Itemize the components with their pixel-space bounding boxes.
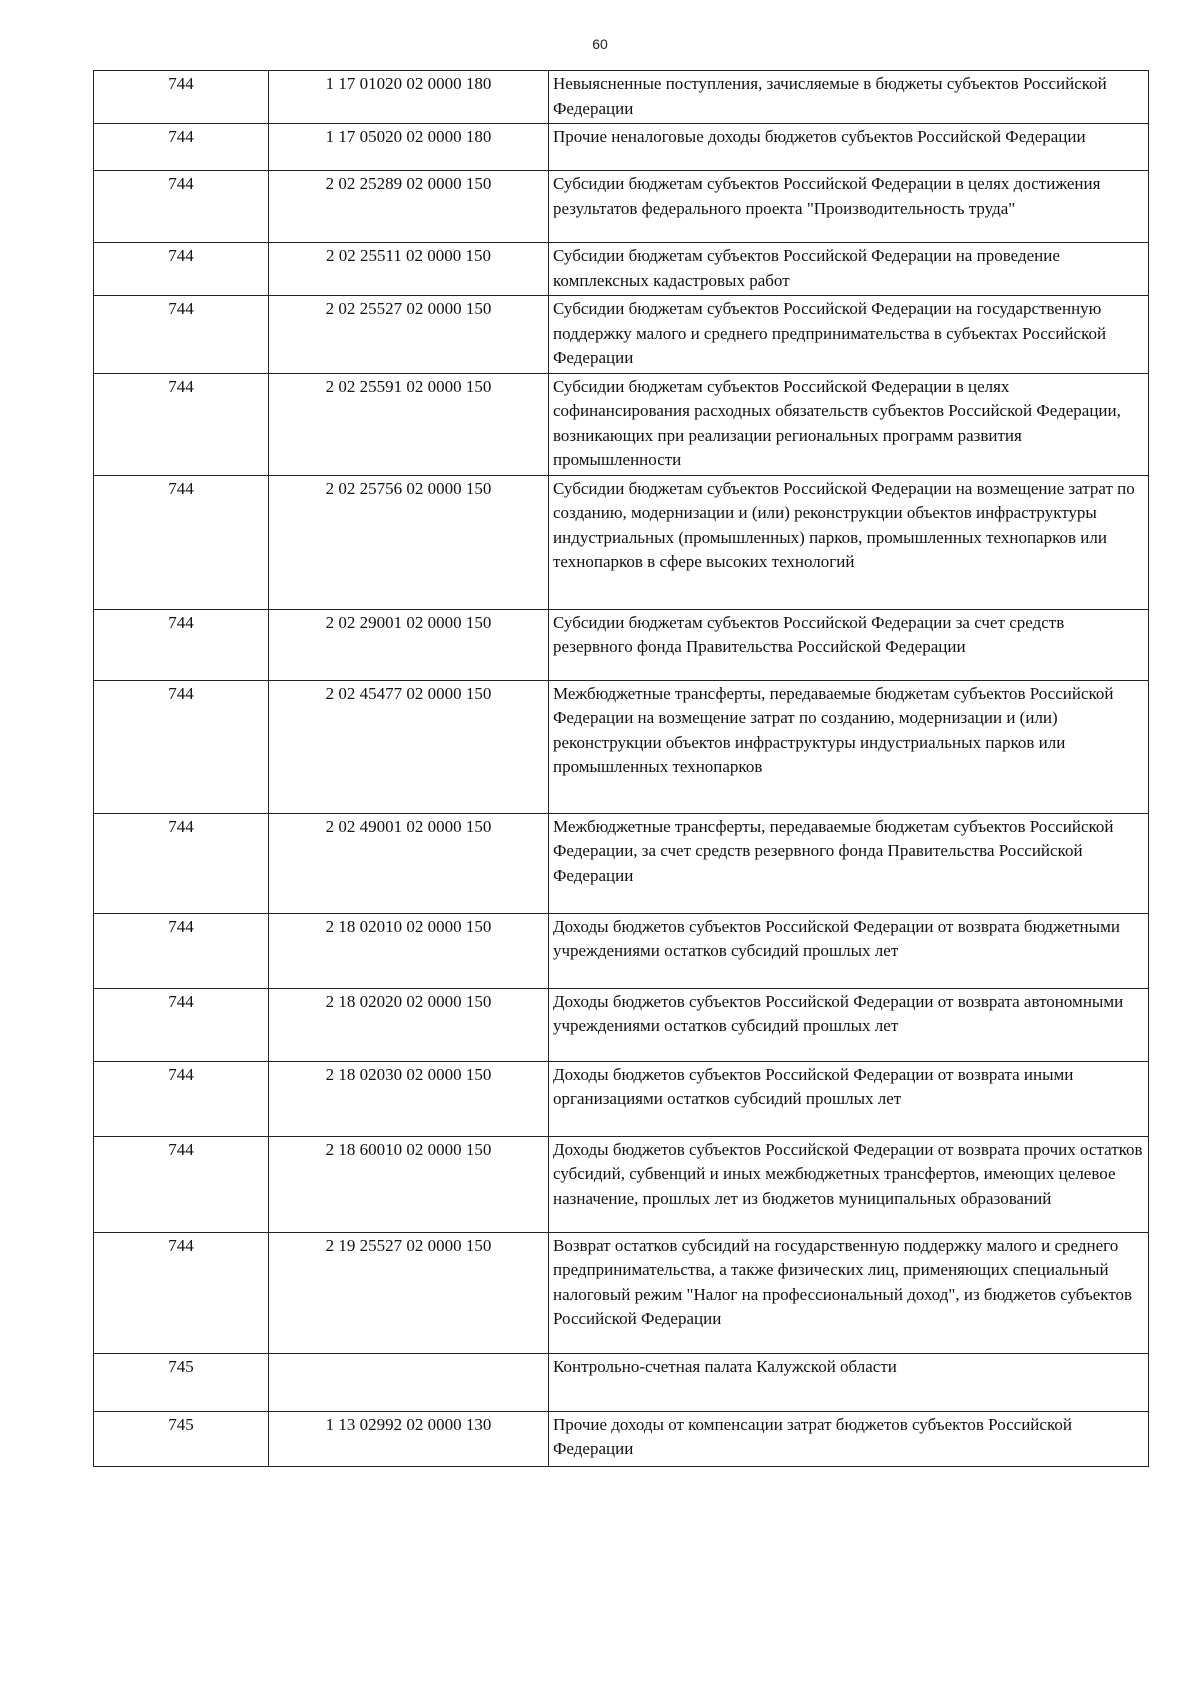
budget-code-cell: 2 02 25527 02 0000 150 xyxy=(269,296,549,374)
revenue-name-cell: Субсидии бюджетам субъектов Российской Федерации в целях достижения результатов федерального проекта "Производительность труда" xyxy=(549,171,1149,243)
revenue-name-cell: Субсидии бюджетам субъектов Российской Федерации за счет средств резервного фонда Правительства Российской Федерации xyxy=(549,609,1149,680)
table-row xyxy=(94,1411,1149,1466)
table-row xyxy=(94,296,1149,374)
revenue-name-cell: Межбюджетные трансферты, передаваемые бюджетам субъектов Российской Федерации на возмещение затрат по созданию, модернизации и (или) реконструкции объектов инфраструктуры индустриальных парков или промышленных технопарков xyxy=(549,680,1149,813)
admin-code-cell: 745 xyxy=(94,1353,269,1411)
admin-code-cell: 744 xyxy=(94,1136,269,1232)
table-row xyxy=(94,1353,1149,1411)
table-row xyxy=(94,1061,1149,1136)
revenue-codes-table xyxy=(93,70,1149,1467)
table-row xyxy=(94,373,1149,475)
table-row xyxy=(94,1232,1149,1353)
budget-code-cell: 2 18 60010 02 0000 150 xyxy=(269,1136,549,1232)
revenue-name-cell: Доходы бюджетов субъектов Российской Федерации от возврата прочих остатков субсидий, субвенций и иных межбюджетных трансфертов, имеющих целевое назначение, прошлых лет из бюджетов муниципальных образований xyxy=(549,1136,1149,1232)
budget-code-cell: 2 02 25591 02 0000 150 xyxy=(269,373,549,475)
table-row xyxy=(94,1136,1149,1232)
revenue-name-cell: Прочие доходы от компенсации затрат бюджетов субъектов Российской Федерации xyxy=(549,1411,1149,1466)
admin-code-cell: 744 xyxy=(94,1061,269,1136)
admin-code-cell: 744 xyxy=(94,243,269,296)
budget-code-cell: 2 18 02030 02 0000 150 xyxy=(269,1061,549,1136)
budget-code-cell: 2 02 25511 02 0000 150 xyxy=(269,243,549,296)
table-row xyxy=(94,71,1149,124)
budget-code-cell: 2 02 29001 02 0000 150 xyxy=(269,609,549,680)
revenue-name-cell: Субсидии бюджетам субъектов Российской Федерации на государственную поддержку малого и среднего предпринимательства в субъектах Российской Федерации xyxy=(549,296,1149,374)
admin-code-cell: 744 xyxy=(94,813,269,913)
admin-code-cell: 744 xyxy=(94,475,269,609)
revenue-name-cell: Прочие неналоговые доходы бюджетов субъектов Российской Федерации xyxy=(549,124,1149,171)
revenue-name-cell: Субсидии бюджетам субъектов Российской Федерации на проведение комплексных кадастровых работ xyxy=(549,243,1149,296)
budget-code-cell xyxy=(269,1353,549,1411)
table-row xyxy=(94,913,1149,988)
table-row xyxy=(94,243,1149,296)
table-row xyxy=(94,813,1149,913)
revenue-name-cell: Возврат остатков субсидий на государственную поддержку малого и среднего предпринимательства, а также физических лиц, применяющих специальный налоговый режим "Налог на профессиональный доход", из бюджетов субъектов Российской Федерации xyxy=(549,1232,1149,1353)
budget-code-cell: 1 17 01020 02 0000 180 xyxy=(269,71,549,124)
revenue-name-cell: Субсидии бюджетам субъектов Российской Федерации в целях софинансирования расходных обязательств субъектов Российской Федерации, возникающих при реализации региональных программ развития промышленности xyxy=(549,373,1149,475)
admin-code-cell: 745 xyxy=(94,1411,269,1466)
budget-code-cell: 2 18 02020 02 0000 150 xyxy=(269,988,549,1061)
budget-code-cell: 2 19 25527 02 0000 150 xyxy=(269,1232,549,1353)
table-row xyxy=(94,124,1149,171)
admin-code-cell: 744 xyxy=(94,1232,269,1353)
budget-code-cell: 2 02 45477 02 0000 150 xyxy=(269,680,549,813)
revenue-name-cell: Доходы бюджетов субъектов Российской Федерации от возврата бюджетными учреждениями остатков субсидий прошлых лет xyxy=(549,913,1149,988)
admin-code-cell: 744 xyxy=(94,988,269,1061)
budget-code-cell: 2 02 25756 02 0000 150 xyxy=(269,475,549,609)
table-row xyxy=(94,475,1149,609)
revenue-name-cell: Контрольно-счетная палата Калужской области xyxy=(549,1353,1149,1411)
revenue-name-cell: Доходы бюджетов субъектов Российской Федерации от возврата автономными учреждениями остатков субсидий прошлых лет xyxy=(549,988,1149,1061)
budget-code-cell: 1 17 05020 02 0000 180 xyxy=(269,124,549,171)
budget-code-cell: 2 02 49001 02 0000 150 xyxy=(269,813,549,913)
admin-code-cell: 744 xyxy=(94,373,269,475)
admin-code-cell: 744 xyxy=(94,124,269,171)
revenue-name-cell: Межбюджетные трансферты, передаваемые бюджетам субъектов Российской Федерации, за счет средств резервного фонда Правительства Российской Федерации xyxy=(549,813,1149,913)
admin-code-cell: 744 xyxy=(94,171,269,243)
revenue-name-cell: Субсидии бюджетам субъектов Российской Федерации на возмещение затрат по созданию, модернизации и (или) реконструкции объектов инфраструктуры индустриальных (промышленных) парков, промышленных технопарков или технопарков в сфере высоких технологий xyxy=(549,475,1149,609)
table-row xyxy=(94,988,1149,1061)
budget-code-cell: 2 18 02010 02 0000 150 xyxy=(269,913,549,988)
admin-code-cell: 744 xyxy=(94,296,269,374)
admin-code-cell: 744 xyxy=(94,680,269,813)
admin-code-cell: 744 xyxy=(94,609,269,680)
budget-code-cell: 1 13 02992 02 0000 130 xyxy=(269,1411,549,1466)
table-row xyxy=(94,171,1149,243)
table-row xyxy=(94,609,1149,680)
table-row xyxy=(94,680,1149,813)
admin-code-cell: 744 xyxy=(94,71,269,124)
budget-code-cell: 2 02 25289 02 0000 150 xyxy=(269,171,549,243)
revenue-name-cell: Доходы бюджетов субъектов Российской Федерации от возврата иными организациями остатков субсидий прошлых лет xyxy=(549,1061,1149,1136)
admin-code-cell: 744 xyxy=(94,913,269,988)
revenue-name-cell: Невыясненные поступления, зачисляемые в бюджеты субъектов Российской Федерации xyxy=(549,71,1149,124)
page-number: 60 xyxy=(592,36,608,52)
